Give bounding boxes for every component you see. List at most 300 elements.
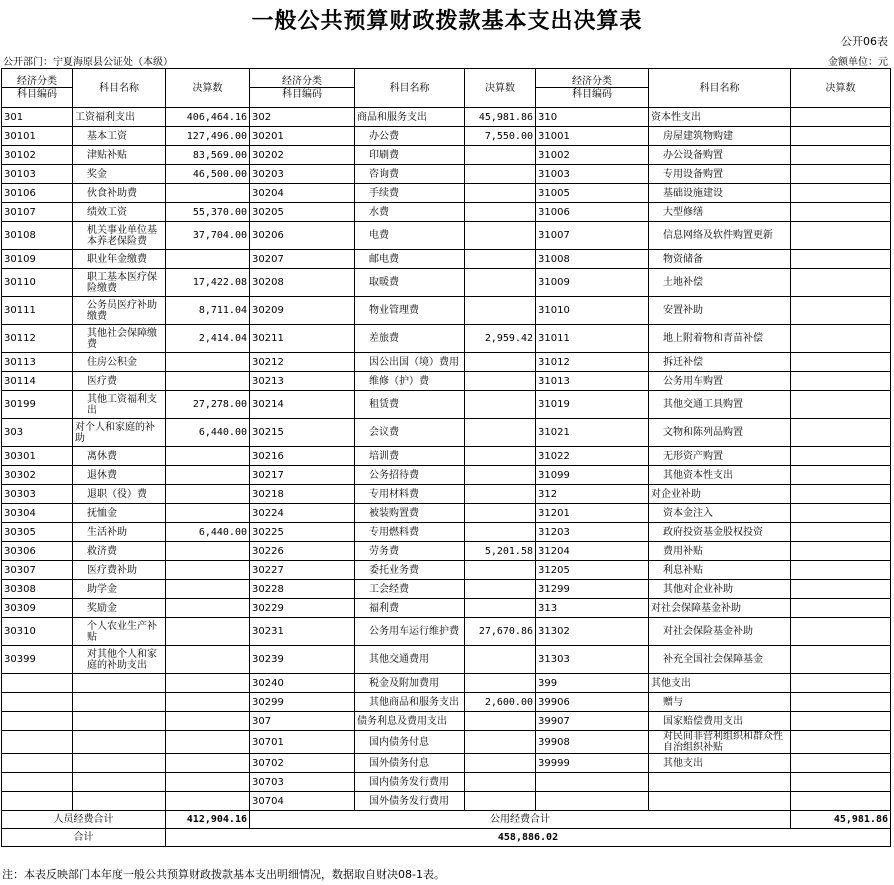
name-cell: 手续费 (355, 184, 465, 203)
name-cell: 物业管理费 (355, 297, 465, 325)
amount-cell (166, 372, 250, 391)
amount-cell (791, 754, 891, 773)
amount-cell (166, 731, 250, 754)
amount-cell (791, 792, 891, 811)
code-cell: 30112 (2, 325, 73, 353)
amount-cell (465, 391, 536, 419)
code-cell: 30211 (250, 325, 355, 353)
code-cell: 30106 (2, 184, 73, 203)
amount-cell (166, 250, 250, 269)
table-row (2, 165, 891, 184)
amount-cell: 46,500.00 (166, 165, 250, 184)
amount-cell (791, 372, 891, 391)
code-cell: 303 (2, 419, 73, 447)
code-cell: 30702 (250, 754, 355, 773)
name-cell: 咨询费 (355, 165, 465, 184)
personnel-total-label: 人员经费合计 (2, 811, 166, 829)
amount-cell (465, 754, 536, 773)
code-cell: 31013 (536, 372, 649, 391)
amount-cell (465, 297, 536, 325)
name-cell: 专用燃料费 (355, 523, 465, 542)
amount-cell (465, 203, 536, 222)
name-cell (73, 792, 166, 811)
code-cell: 30215 (250, 419, 355, 447)
name-cell: 其他工资福利支出 (73, 391, 166, 419)
table-row (2, 523, 891, 542)
name-cell: 税金及附加费用 (355, 674, 465, 693)
name-cell: 信息网络及软件购置更新 (649, 222, 791, 250)
code-cell: 31205 (536, 561, 649, 580)
amount-cell (791, 353, 891, 372)
amount-cell (465, 773, 536, 792)
table-row (2, 353, 891, 372)
amount-cell (465, 504, 536, 523)
code-cell: 30206 (250, 222, 355, 250)
table-row (2, 466, 891, 485)
code-cell: 30229 (250, 599, 355, 618)
amount-cell: 45,981.86 (465, 108, 536, 127)
amount-cell (166, 466, 250, 485)
amount-cell: 127,496.00 (166, 127, 250, 146)
name-cell: 生活补助 (73, 523, 166, 542)
name-cell: 邮电费 (355, 250, 465, 269)
name-cell (649, 792, 791, 811)
name-cell: 专用设备购置 (649, 165, 791, 184)
header-econ-2: 经济分类 (282, 76, 322, 87)
name-cell: 会议费 (355, 419, 465, 447)
amount-cell: 2,414.04 (166, 325, 250, 353)
code-cell: 31302 (536, 618, 649, 646)
name-cell: 补充全国社会保障基金 (649, 646, 791, 674)
name-cell: 其他社会保障缴费 (73, 325, 166, 353)
header-econ-code-3 (536, 69, 649, 108)
name-cell: 退职（役）费 (73, 485, 166, 504)
amount-cell (791, 222, 891, 250)
code-cell: 30209 (250, 297, 355, 325)
amount-cell: 83,569.00 (166, 146, 250, 165)
name-cell: 其他交通费用 (355, 646, 465, 674)
amount-cell (791, 646, 891, 674)
amount-cell (465, 250, 536, 269)
code-cell: 30239 (250, 646, 355, 674)
code-cell: 39907 (536, 712, 649, 731)
amount-cell (791, 165, 891, 184)
amount-cell (166, 712, 250, 731)
name-cell: 商品和服务支出 (355, 108, 465, 127)
amount-cell (166, 773, 250, 792)
code-cell: 31201 (536, 504, 649, 523)
table-row (2, 297, 891, 325)
amount-cell (791, 391, 891, 419)
name-cell: 拆迁补偿 (649, 353, 791, 372)
code-cell: 310 (536, 108, 649, 127)
amount-cell (791, 466, 891, 485)
code-cell (536, 792, 649, 811)
name-cell: 福利费 (355, 599, 465, 618)
name-cell: 住房公积金 (73, 353, 166, 372)
name-cell: 其他资本性支出 (649, 466, 791, 485)
code-cell: 30310 (2, 618, 73, 646)
header-name-3: 科目名称 (649, 69, 791, 108)
code-cell: 30308 (2, 580, 73, 599)
code-cell: 30704 (250, 792, 355, 811)
amount-cell (791, 504, 891, 523)
name-cell (73, 674, 166, 693)
name-cell: 委托业务费 (355, 561, 465, 580)
code-cell: 30227 (250, 561, 355, 580)
code-cell: 30240 (250, 674, 355, 693)
code-cell: 31012 (536, 353, 649, 372)
amount-cell (166, 754, 250, 773)
header-econ-code-2 (250, 69, 355, 108)
code-cell: 39906 (536, 693, 649, 712)
name-cell: 国内债务付息 (355, 731, 465, 754)
name-cell: 电费 (355, 222, 465, 250)
grand-total-value: 458,886.02 (166, 829, 891, 847)
table-row (2, 731, 891, 754)
name-cell: 因公出国（境）费用 (355, 353, 465, 372)
amount-cell: 2,959.42 (465, 325, 536, 353)
amount-cell (465, 485, 536, 504)
code-cell: 30305 (2, 523, 73, 542)
name-cell: 公务招待费 (355, 466, 465, 485)
amount-cell (465, 165, 536, 184)
amount-cell: 8,711.04 (166, 297, 250, 325)
table-row (2, 646, 891, 674)
amount-cell: 55,370.00 (166, 203, 250, 222)
amount-cell (791, 542, 891, 561)
code-cell (2, 773, 73, 792)
name-cell: 资本金注入 (649, 504, 791, 523)
name-cell: 劳务费 (355, 542, 465, 561)
expenditure-table (1, 68, 891, 847)
code-cell: 31203 (536, 523, 649, 542)
name-cell: 对社会保障基金补助 (649, 599, 791, 618)
code-cell: 31010 (536, 297, 649, 325)
name-cell: 基本工资 (73, 127, 166, 146)
name-cell: 资本性支出 (649, 108, 791, 127)
amount-cell (465, 712, 536, 731)
code-cell: 307 (250, 712, 355, 731)
amount-cell (465, 792, 536, 811)
table-row (2, 674, 891, 693)
name-cell: 租赁费 (355, 391, 465, 419)
code-cell: 302 (250, 108, 355, 127)
amount-cell (791, 297, 891, 325)
name-cell: 绩效工资 (73, 203, 166, 222)
name-cell: 费用补贴 (649, 542, 791, 561)
name-cell (73, 754, 166, 773)
amount-cell (791, 580, 891, 599)
header-code-2: 科目编码 (250, 87, 355, 100)
code-cell: 30306 (2, 542, 73, 561)
code-cell: 313 (536, 599, 649, 618)
code-cell: 31011 (536, 325, 649, 353)
amount-cell (465, 184, 536, 203)
code-cell: 30304 (2, 504, 73, 523)
amount-cell (791, 184, 891, 203)
header-code-3: 科目编码 (536, 87, 649, 100)
amount-cell (166, 353, 250, 372)
name-cell: 土地补偿 (649, 269, 791, 297)
code-cell: 30205 (250, 203, 355, 222)
table-row (2, 754, 891, 773)
code-cell: 30109 (2, 250, 73, 269)
code-cell: 30204 (250, 184, 355, 203)
code-cell: 312 (536, 485, 649, 504)
name-cell: 文物和陈列品购置 (649, 419, 791, 447)
amount-cell (166, 674, 250, 693)
name-cell: 机关事业单位基本养老保险费 (73, 222, 166, 250)
code-cell: 30228 (250, 580, 355, 599)
name-cell: 离休费 (73, 447, 166, 466)
name-cell (649, 773, 791, 792)
amount-cell (166, 580, 250, 599)
amount-cell (166, 618, 250, 646)
table-row (2, 504, 891, 523)
amount-cell (166, 504, 250, 523)
personnel-total-value: 412,904.16 (166, 811, 250, 829)
amount-cell (791, 108, 891, 127)
name-cell: 医疗费 (73, 372, 166, 391)
amount-cell (465, 523, 536, 542)
amount-cell (791, 325, 891, 353)
name-cell: 奖励金 (73, 599, 166, 618)
code-cell: 30301 (2, 447, 73, 466)
amount-cell: 5,201.58 (465, 542, 536, 561)
table-row (2, 146, 891, 165)
amount-cell (166, 792, 250, 811)
header-amount-1: 决算数 (166, 69, 250, 108)
code-cell (2, 693, 73, 712)
code-cell: 30110 (2, 269, 73, 297)
amount-cell: 37,704.00 (166, 222, 250, 250)
name-cell: 印刷费 (355, 146, 465, 165)
name-cell: 国内债务发行费用 (355, 773, 465, 792)
code-cell: 30226 (250, 542, 355, 561)
amount-cell (465, 353, 536, 372)
amount-cell (791, 773, 891, 792)
name-cell: 奖金 (73, 165, 166, 184)
name-cell: 公务用车购置 (649, 372, 791, 391)
amount-cell (166, 693, 250, 712)
amount-cell (166, 542, 250, 561)
code-cell: 30202 (250, 146, 355, 165)
amount-cell (791, 419, 891, 447)
code-cell (2, 792, 73, 811)
name-cell: 对民间非营利组织和群众性自治组织补贴 (649, 731, 791, 754)
code-cell: 31204 (536, 542, 649, 561)
code-cell: 31003 (536, 165, 649, 184)
table-row (2, 792, 891, 811)
name-cell: 伙食补助费 (73, 184, 166, 203)
table-row (2, 203, 891, 222)
name-cell: 其他交通工具购置 (649, 391, 791, 419)
code-cell: 39908 (536, 731, 649, 754)
amount-cell (791, 127, 891, 146)
amount-cell (791, 523, 891, 542)
name-cell: 助学金 (73, 580, 166, 599)
amount-cell: 27,278.00 (166, 391, 250, 419)
amount-cell (791, 693, 891, 712)
name-cell: 差旅费 (355, 325, 465, 353)
code-cell: 30214 (250, 391, 355, 419)
code-cell: 30113 (2, 353, 73, 372)
code-cell: 30108 (2, 222, 73, 250)
code-cell: 30701 (250, 731, 355, 754)
code-cell: 31299 (536, 580, 649, 599)
header-amount-2: 决算数 (465, 69, 536, 108)
amount-cell (791, 731, 891, 754)
name-cell: 个人农业生产补贴 (73, 618, 166, 646)
code-cell: 30703 (250, 773, 355, 792)
amount-cell (465, 372, 536, 391)
amount-cell (791, 561, 891, 580)
amount-cell (791, 203, 891, 222)
name-cell: 安置补助 (649, 297, 791, 325)
department-label: 公开部门：宁夏海原县公证处（本级） (3, 57, 173, 68)
code-cell: 31021 (536, 419, 649, 447)
name-cell: 债务利息及费用支出 (355, 712, 465, 731)
code-cell: 30302 (2, 466, 73, 485)
table-row (2, 599, 891, 618)
code-cell (2, 754, 73, 773)
table-row (2, 184, 891, 203)
code-cell: 30218 (250, 485, 355, 504)
code-cell: 30303 (2, 485, 73, 504)
code-cell: 31005 (536, 184, 649, 203)
code-cell (536, 773, 649, 792)
code-cell: 30212 (250, 353, 355, 372)
code-cell: 399 (536, 674, 649, 693)
code-cell: 30216 (250, 447, 355, 466)
header-name-2: 科目名称 (355, 69, 465, 108)
name-cell: 办公设备购置 (649, 146, 791, 165)
amount-cell (465, 447, 536, 466)
name-cell: 公务员医疗补助缴费 (73, 297, 166, 325)
code-cell: 30111 (2, 297, 73, 325)
name-cell: 培训费 (355, 447, 465, 466)
name-cell: 职工基本医疗保险缴费 (73, 269, 166, 297)
footnote: 注：本表反映部门本年度一般公共预算财政拨款基本支出明细情况，数据取自财决08-1表。 (2, 868, 445, 881)
name-cell: 大型修缮 (649, 203, 791, 222)
code-cell: 31019 (536, 391, 649, 419)
code-cell: 31002 (536, 146, 649, 165)
amount-cell: 27,670.86 (465, 618, 536, 646)
amount-cell (791, 250, 891, 269)
name-cell: 津贴补贴 (73, 146, 166, 165)
amount-cell (166, 485, 250, 504)
amount-cell (166, 561, 250, 580)
amount-cell: 6,440.00 (166, 523, 250, 542)
code-cell: 30103 (2, 165, 73, 184)
name-cell: 赠与 (649, 693, 791, 712)
amount-cell (166, 646, 250, 674)
code-cell: 31008 (536, 250, 649, 269)
table-row (2, 419, 891, 447)
amount-cell (465, 419, 536, 447)
code-cell (2, 674, 73, 693)
name-cell: 对企业补助 (649, 485, 791, 504)
code-cell: 31007 (536, 222, 649, 250)
code-cell: 30101 (2, 127, 73, 146)
header-econ-1: 经济分类 (17, 76, 57, 87)
table-row (2, 618, 891, 646)
table-row (2, 485, 891, 504)
grand-total-label: 合计 (2, 829, 166, 847)
amount-cell (166, 447, 250, 466)
name-cell: 专用材料费 (355, 485, 465, 504)
code-cell: 30299 (250, 693, 355, 712)
code-cell: 30203 (250, 165, 355, 184)
name-cell: 公务用车运行维护费 (355, 618, 465, 646)
amount-cell (465, 674, 536, 693)
name-cell: 国外债务发行费用 (355, 792, 465, 811)
code-cell: 30231 (250, 618, 355, 646)
amount-cell (791, 618, 891, 646)
code-cell: 30224 (250, 504, 355, 523)
amount-cell (465, 269, 536, 297)
name-cell: 取暖费 (355, 269, 465, 297)
header-amount-3: 决算数 (791, 69, 891, 108)
code-cell: 30208 (250, 269, 355, 297)
public-total-value: 45,981.86 (791, 811, 891, 829)
amount-cell (166, 184, 250, 203)
amount-cell (465, 599, 536, 618)
name-cell: 办公费 (355, 127, 465, 146)
amount-cell (791, 447, 891, 466)
amount-cell (791, 712, 891, 731)
table-row (2, 127, 891, 146)
table-row (2, 222, 891, 250)
amount-cell (465, 646, 536, 674)
amount-cell (465, 731, 536, 754)
name-cell: 物资储备 (649, 250, 791, 269)
code-cell: 31099 (536, 466, 649, 485)
code-cell: 30102 (2, 146, 73, 165)
table-row (2, 580, 891, 599)
name-cell: 工会经费 (355, 580, 465, 599)
name-cell: 维修（护）费 (355, 372, 465, 391)
name-cell (73, 712, 166, 731)
name-cell: 被装购置费 (355, 504, 465, 523)
code-cell: 30399 (2, 646, 73, 674)
amount-cell: 17,422.08 (166, 269, 250, 297)
table-row (2, 269, 891, 297)
table-row (2, 108, 891, 127)
report-title: 一般公共预算财政拨款基本支出决算表 (251, 9, 643, 34)
amount-cell (465, 561, 536, 580)
code-cell: 30107 (2, 203, 73, 222)
amount-cell (791, 485, 891, 504)
table-row (2, 372, 891, 391)
code-cell: 30225 (250, 523, 355, 542)
table-row (2, 391, 891, 419)
grand-total-row (2, 829, 891, 847)
header-name-1: 科目名称 (73, 69, 166, 108)
amount-cell: 7,550.00 (465, 127, 536, 146)
code-cell: 30207 (250, 250, 355, 269)
name-cell: 医疗费补助 (73, 561, 166, 580)
name-cell (73, 731, 166, 754)
code-cell: 30201 (250, 127, 355, 146)
table-row (2, 773, 891, 792)
amount-cell: 6,440.00 (166, 419, 250, 447)
name-cell: 对个人和家庭的补助 (73, 419, 166, 447)
amount-cell: 2,600.00 (465, 693, 536, 712)
name-cell: 基础设施建设 (649, 184, 791, 203)
code-cell: 30213 (250, 372, 355, 391)
